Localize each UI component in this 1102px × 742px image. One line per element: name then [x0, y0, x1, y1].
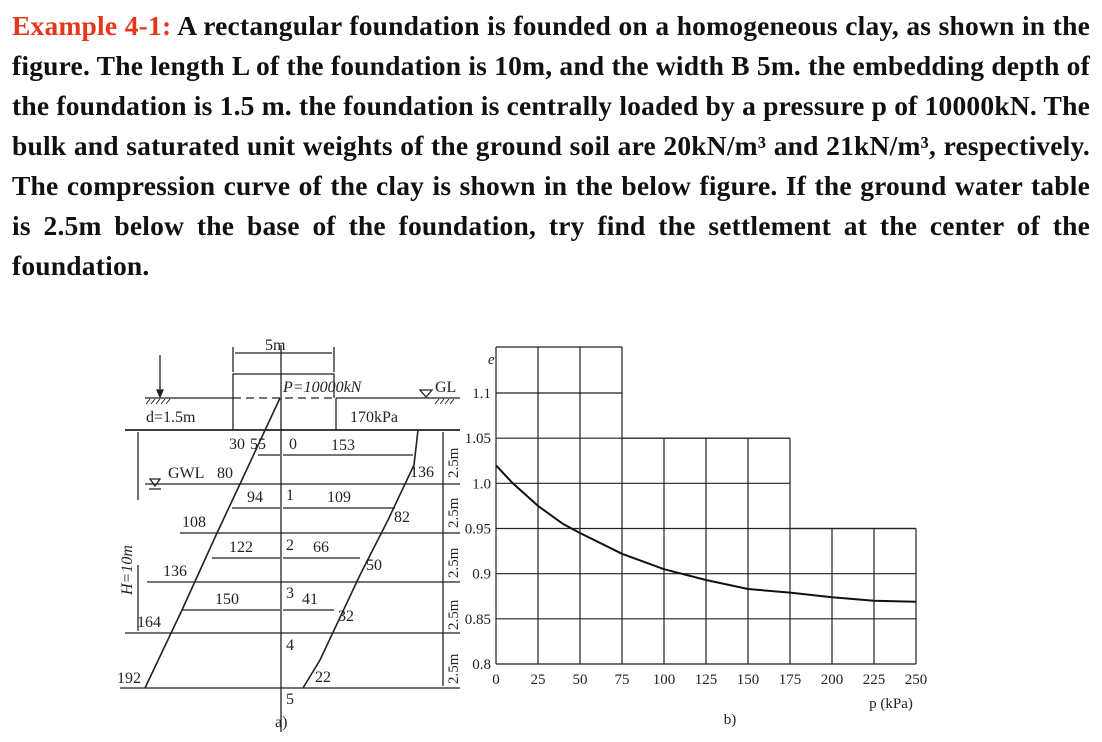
figure: [0, 330, 1102, 742]
width-label: 5m: [265, 337, 286, 354]
y-tick-label: 0.85: [464, 611, 491, 628]
x-tick-label: 175: [778, 672, 802, 688]
added-stress-0: 153: [331, 437, 355, 454]
self-weight-3: 136: [163, 563, 187, 580]
ground-hatch: [146, 399, 454, 404]
layer-label: 2.5m: [446, 547, 462, 578]
self-weight-0: 30: [229, 436, 245, 453]
layer-label: 2.5m: [446, 447, 462, 478]
layer-label: 2.5m: [446, 497, 462, 528]
y-tick-label: 0.8: [472, 657, 491, 673]
depth-label: d=1.5m: [146, 409, 196, 426]
self-weight-5: 192: [117, 670, 141, 687]
x-tick-label: 0: [492, 672, 500, 688]
x-tick-label: 125: [694, 672, 718, 688]
x-tick-label: 150: [736, 672, 760, 688]
added-stress-2: 82: [394, 509, 410, 526]
x-tick-label: 75: [614, 672, 630, 688]
point-2: 2: [286, 537, 294, 554]
added-stress-5: 22: [315, 669, 331, 686]
self-weight-mid-0: 55: [250, 436, 266, 453]
point-4: 4: [286, 637, 294, 654]
diagram-caption: a): [275, 714, 288, 731]
self-weight-mid-1: 94: [247, 489, 263, 506]
load-label: P=10000kN: [283, 379, 362, 396]
self-weight-2: 108: [182, 514, 206, 531]
self-weight-1: 80: [217, 465, 233, 482]
point-0: 0: [289, 436, 297, 453]
y-tick-label: 0.95: [464, 521, 491, 538]
x-tick-label: 200: [820, 672, 844, 688]
h-label: H=10m: [119, 545, 136, 595]
x-tick-label: 25: [530, 672, 546, 688]
x-tick-label: 225: [862, 672, 886, 688]
gl-triangle-icon: [420, 390, 432, 397]
added-stress-4: 32: [338, 608, 354, 625]
point-3: 3: [286, 585, 294, 602]
layer-label: 2.5m: [446, 653, 462, 684]
water-table-icon: [150, 479, 160, 486]
chart-caption: b): [723, 712, 737, 728]
self-weight-mid-2: 122: [229, 539, 253, 556]
gl-label: GL: [435, 379, 457, 396]
y-tick-label: 0.9: [472, 566, 491, 583]
y-tick-label: 1.05: [464, 431, 491, 448]
added-stress-1: 136: [410, 464, 434, 481]
example-label: Example 4-1:: [12, 10, 172, 41]
added-stress-curve: [303, 430, 418, 688]
self-weight-mid-3: 150: [215, 591, 239, 608]
y-axis-label: e: [488, 352, 495, 368]
y-tick-label: 1.1: [472, 386, 491, 402]
added-stress-mid-2: 66: [313, 539, 329, 556]
y-tick-label: 1.0: [472, 476, 491, 493]
added-stress-mid-3: 41: [302, 591, 318, 608]
arrow-head: [157, 390, 163, 397]
compression-curve-chart: [465, 347, 928, 728]
added-stress-mid-1: 109: [327, 489, 351, 506]
problem-text: A rectangular foundation is founded on a homogeneous clay, as shown in the figure. The length L of the foundation is 10m, and the width B 5m. the embedding depth of the foundation is 1.5 m. the foundation is centrally loaded by a pressure p of 10000kN. The bulk and saturated unit weights of the ground soil are 20kN/m³ and 21kN/m³, respectively. The compression curve of the clay is shown in the below figure. If the ground water table is 2.5m below the base of the foundation, try find the settlement at the center of the foundation.: [12, 10, 1090, 281]
pressure-label: 170kPa: [350, 409, 398, 426]
added-stress-3: 50: [366, 557, 382, 574]
gwl-label: GWL: [168, 465, 205, 482]
self-weight-4: 164: [137, 614, 161, 631]
x-tick-label: 100: [652, 672, 676, 688]
diagram-labels: [117, 337, 462, 731]
point-1: 1: [286, 487, 294, 504]
problem-statement: [12, 6, 1090, 286]
x-axis-label: p (kPa): [869, 696, 913, 712]
x-tick-label: 250: [904, 672, 928, 688]
x-tick-label: 50: [572, 672, 588, 688]
layer-label: 2.5m: [446, 599, 462, 630]
point-5: 5: [286, 691, 294, 708]
